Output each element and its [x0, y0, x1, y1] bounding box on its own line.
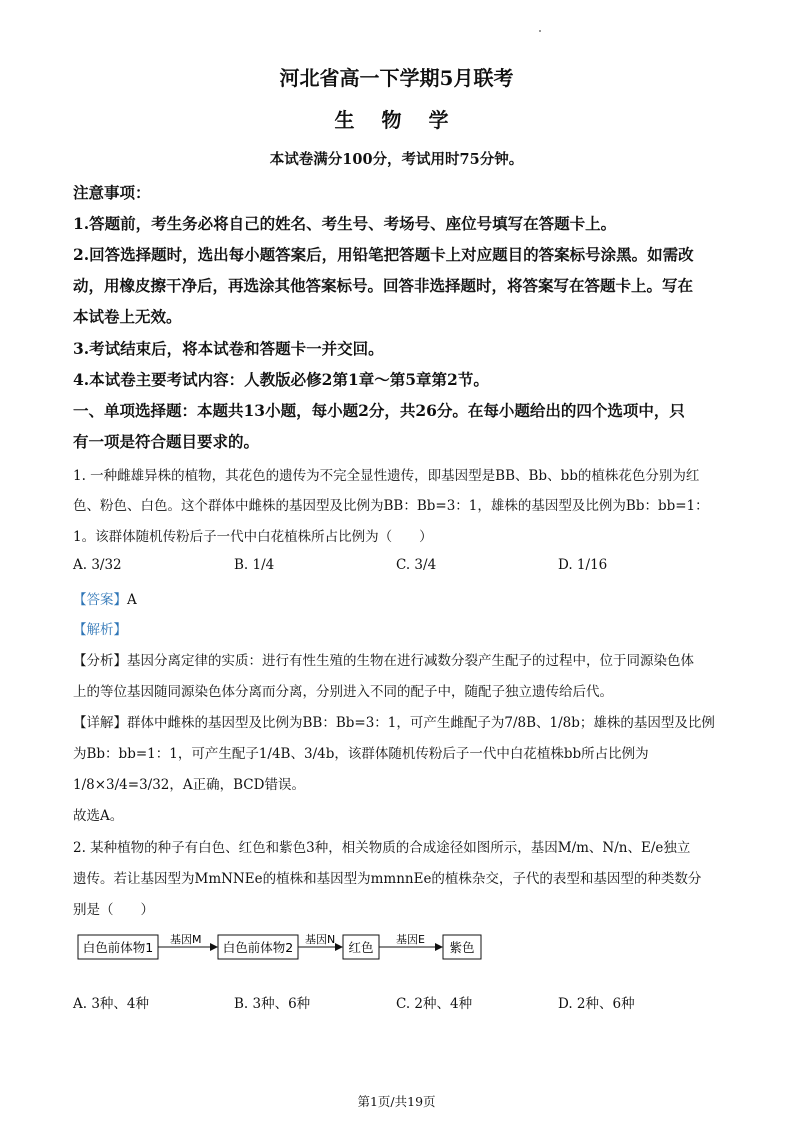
exam-title: 河北省高一下学期5月联考	[279, 66, 514, 90]
q1-xiangjie-line: 为Bb：bb=1：1，可产生配子1/4B、3/4b，该群体随机传粉后子一代中白花植株bb所占比例为	[73, 746, 649, 762]
note-line: 本试卷上无效。	[73, 307, 182, 326]
q1-stem-line: 1。该群体随机传粉后子一代中白花植株所占比例为（ ）	[73, 529, 433, 545]
arrow-gene-e-label: 基因E	[396, 933, 425, 946]
box-purple-label: 紫色	[449, 940, 475, 955]
q2-option-d: D. 2种、6种	[558, 996, 635, 1012]
exam-subtitle: 本试卷满分100分，考试用时75分钟。	[269, 151, 524, 168]
q1-xiangjie-line: 1/8×3/4=3/32，A正确，BCD错误。	[73, 777, 305, 793]
q1-stem-line: 色、粉色、白色。这个群体中雌株的基因型及比例为BB：Bb=3：1，雄株的基因型及比例为Bb：bb=1：	[73, 498, 709, 514]
corner-dot	[539, 30, 541, 32]
subject-title: 生 物 学	[334, 108, 459, 132]
note-line: 2.回答选择题时，选出每小题答案后，用铅笔把答题卡上对应题目的答案标号涂黑。如需改	[73, 245, 694, 264]
q2-option-a: A. 3种、4种	[73, 996, 150, 1012]
q2-option-c: C. 2种、4种	[396, 996, 473, 1012]
note-line: 4.本试卷主要考试内容：人教版必修2第1章～第5章第2节。	[73, 370, 489, 389]
fenxi-text: 基因分离定律的实质：进行有性生殖的生物在进行减数分裂产生配子的过程中，位于同源染色体	[127, 653, 694, 669]
q1-option-c: C. 3/4	[396, 557, 437, 573]
q1-option-a: A. 3/32	[73, 557, 122, 573]
q1-conclusion: 故选A。	[73, 808, 124, 824]
q1-xiangjie-line	[73, 711, 723, 731]
q1-fenxi-line: 上的等位基因随同源染色体分离而分离，分别进入不同的配子中，随配子独立遗传给后代。	[73, 684, 613, 700]
q1-option-b: B. 1/4	[234, 557, 275, 573]
box-precursor-1-label: 白色前体物1	[82, 940, 154, 955]
q2-stem-line: 别是（ ）	[73, 902, 154, 918]
notes-heading: 注意事项：	[73, 183, 151, 202]
arrow-gene-n-label: 基因N	[305, 933, 336, 946]
q1-stem-line: 1. 一种雌雄异株的植物，其花色的遗传为不完全显性遗传，即基因型是BB、Bb、bb的植株花色分别为红	[73, 468, 700, 484]
q1-fenxi-line	[73, 649, 723, 669]
xiangjie-text: 群体中雌株的基因型及比例为BB：Bb=3：1，可产生雌配子为7/8B、1/8b；雄株的基因型及比例	[127, 715, 715, 731]
note-line: 1.答题前，考生务必将自己的姓名、考生号、考场号、座位号填写在答题卡上。	[73, 214, 617, 233]
fenxi-tag: 【分析】	[73, 653, 127, 669]
answer-value: A	[127, 592, 137, 608]
q2-option-b: B. 3种、6种	[234, 996, 311, 1012]
xiangjie-tag: 【详解】	[73, 715, 127, 731]
q1-option-d: D. 1/16	[558, 557, 608, 573]
note-line: 3.考试结束后，将本试卷和答题卡一并交回。	[73, 339, 384, 358]
answer-tag: 【答案】	[73, 592, 127, 608]
q1-answer	[73, 588, 723, 608]
section-heading-line: 有一项是符合题目要求的。	[73, 432, 260, 451]
analysis-tag: 【解析】	[73, 622, 127, 638]
q2-stem-line: 遗传。若让基因型为MmNNEe的植株和基因型为mmnnEe的植株杂交，子代的表型和基因型的种类数分	[73, 871, 702, 887]
section-heading-line: 一、单项选择题：本题共13小题，每小题2分，共26分。在每小题给出的四个选项中，只	[73, 401, 685, 420]
pathway-diagram	[0, 925, 793, 970]
page-number: 第1页/共19页	[357, 1094, 436, 1109]
box-red-label: 红色	[348, 940, 374, 955]
note-line: 动，用橡皮擦干净后，再选涂其他答案标号。回答非选择题时，将答案写在答题卡上。写在	[73, 276, 694, 295]
arrow-gene-m-label: 基因M	[170, 933, 202, 946]
q2-stem-line: 2. 某种植物的种子有白色、红色和紫色3种，相关物质的合成途径如图所示，基因M/m、N/n、E/e独立	[73, 840, 691, 856]
box-precursor-2-label: 白色前体物2	[222, 940, 294, 955]
